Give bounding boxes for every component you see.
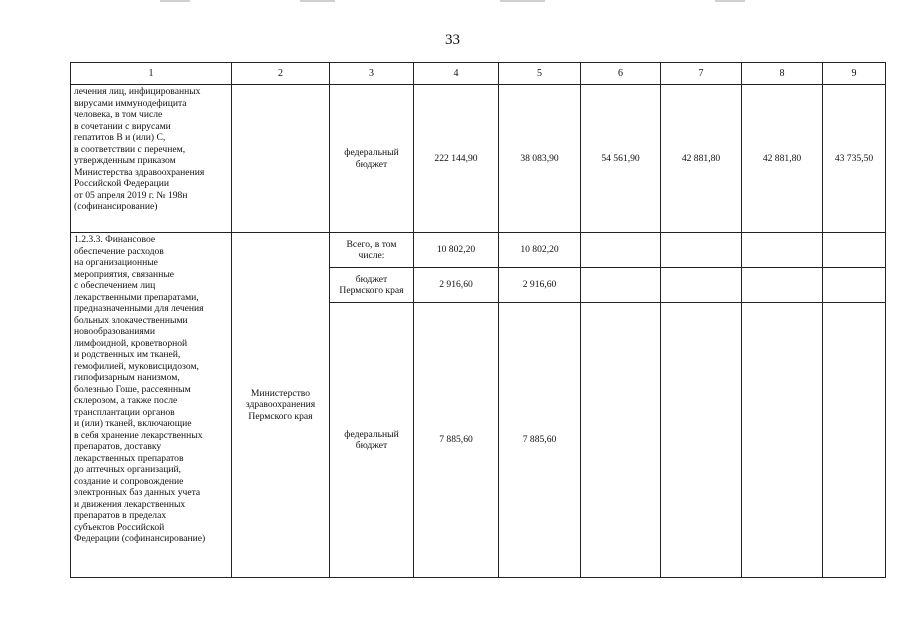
executor-cell: Министерство здравоохранения Пермского края (232, 233, 330, 578)
scan-artifact (715, 0, 745, 2)
funding-source: федеральный бюджет (330, 85, 414, 233)
value-cell: 54 561,90 (581, 85, 661, 233)
column-header: 5 (499, 63, 581, 85)
value-cell (742, 303, 823, 578)
column-header: 2 (232, 63, 330, 85)
column-header: 8 (742, 63, 823, 85)
column-header: 6 (581, 63, 661, 85)
column-header: 1 (71, 63, 232, 85)
table-header-row (71, 63, 886, 85)
executor-cell (232, 85, 330, 233)
value-cell (581, 233, 661, 268)
scan-artifact (300, 0, 335, 2)
value-cell: 43 735,50 (823, 85, 886, 233)
column-header: 9 (823, 63, 886, 85)
value-cell (742, 233, 823, 268)
funding-source: федеральный бюджет (330, 303, 414, 578)
value-cell (661, 268, 742, 303)
value-cell (823, 233, 886, 268)
value-cell (823, 268, 886, 303)
budget-table (70, 62, 886, 578)
value-cell: 42 881,80 (661, 85, 742, 233)
column-header: 3 (330, 63, 414, 85)
scan-artifact (160, 0, 190, 2)
funding-source: бюджет Пермского края (330, 268, 414, 303)
value-cell: 2 916,60 (499, 268, 581, 303)
column-header: 7 (661, 63, 742, 85)
table-row (71, 233, 886, 268)
page-number: 33 (445, 32, 460, 48)
value-cell (661, 303, 742, 578)
value-cell: 10 802,20 (414, 233, 499, 268)
value-cell: 222 144,90 (414, 85, 499, 233)
value-cell (581, 303, 661, 578)
value-cell: 2 916,60 (414, 268, 499, 303)
value-cell: 38 083,90 (499, 85, 581, 233)
funding-source: Всего, в том числе: (330, 233, 414, 268)
value-cell: 42 881,80 (742, 85, 823, 233)
column-header: 4 (414, 63, 499, 85)
value-cell: 7 885,60 (499, 303, 581, 578)
value-cell: 10 802,20 (499, 233, 581, 268)
value-cell (823, 303, 886, 578)
measure-description: 1.2.3.3. Финансовое обеспечение расходов на организационные мероприятия, связанные с обеспечением лиц лекарственными препаратами, предназначенными для лечения больных злокачественными новообразованиями лимфоидной, кроветворной и родственных им тканей, гемофилией, муковисцидозом, гипофизарным нанизмом, болезнью Гоше, рассеянным склерозом, а также после трансплантации органов и (или) тканей, включающие в себя хранение лекарственных препаратов, доставку лекарственных препаратов до аптечных организаций, создание и сопровождение электронных баз данных учета и движения лекарственных препаратов в пределах субъектов Российской Федерации (софинансирование) (71, 233, 232, 578)
scan-artifact (500, 0, 545, 2)
value-cell (581, 268, 661, 303)
value-cell (742, 268, 823, 303)
measure-description: лечения лиц, инфицированных вирусами иммунодефицита человека, в том числе в сочетании с вирусами гепатитов В и (или) С, в соответствии с перечнем, утвержденным приказом Министерства здравоохранения Российской Федерации от 05 апреля 2019 г. № 198н (софинансирование) (71, 85, 232, 233)
value-cell (661, 233, 742, 268)
table-row (71, 85, 886, 233)
value-cell: 7 885,60 (414, 303, 499, 578)
